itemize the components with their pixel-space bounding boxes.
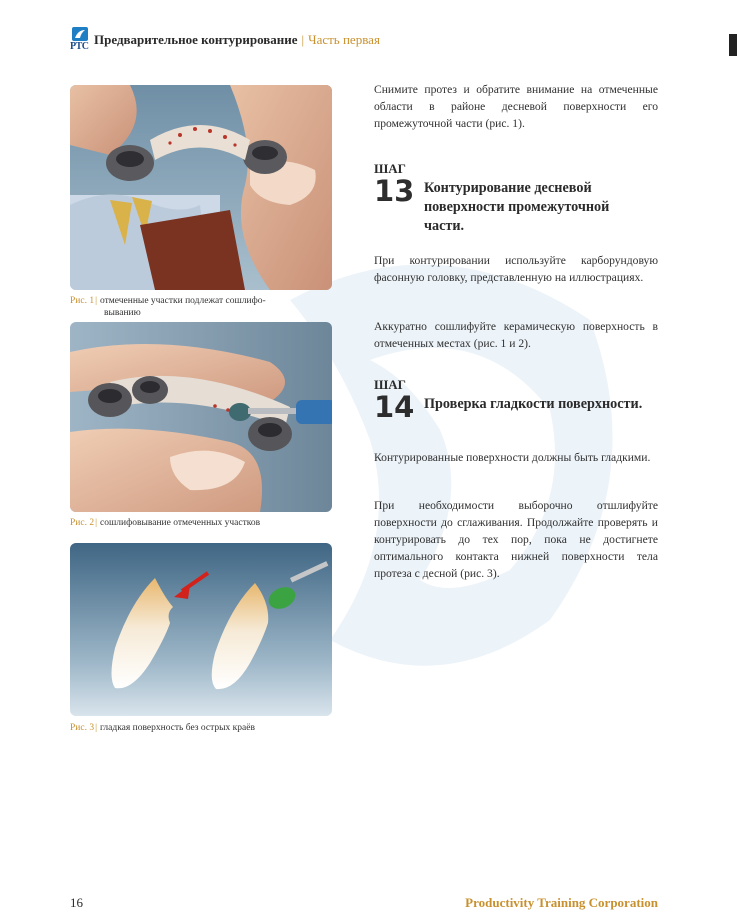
step-14-title: Проверка гладкости поверхности. [424, 396, 643, 412]
figure-3-illustration [70, 543, 332, 716]
step-14-paragraph-2: При необходимости выборочно отшлифуйте поверхности до сглаживания. Продолжайте проверять и контурировать до тех пор, пока не достигнете оптимального контакта нижней поверхности тела протеза с десной (рис. 3). [374, 499, 658, 580]
header-separator: | [301, 32, 305, 47]
header-title: Предварительное контурирование [94, 32, 298, 47]
header-part: Часть первая [308, 32, 380, 47]
step-13-paragraph-2: Аккуратно сошлифуйте керамическую поверхность в отмеченных местах (рис. 1 и 2). [374, 320, 658, 350]
page-header [70, 26, 380, 54]
figure-2-caption: Рис. 2| сошлифовывание отмеченных участков [70, 518, 261, 528]
figure-1-photo [70, 85, 332, 290]
page-number: 16 [70, 895, 83, 910]
footer-organization: Productivity Training Corporation [465, 895, 658, 910]
step-13-number: 13 [374, 174, 415, 208]
step-14-label: ШАГ [374, 377, 406, 392]
figure-1-number: Рис. 1 [70, 296, 95, 306]
figure-2-number: Рис. 2 [70, 518, 95, 528]
step-13-label: ШАГ [374, 161, 406, 176]
figure-1-caption-text: отмеченные участки подлежат сошлифо- [100, 296, 266, 306]
figure-2-caption-text: сошлифовывание отмеченных участков [100, 518, 261, 528]
page-edge-marker [729, 34, 737, 56]
step-13-paragraph-1: При контурировании используйте карборундовую фасонную головку, представленную на иллюстрациях. [374, 254, 658, 284]
figure-2-photo [70, 322, 332, 512]
step-14-number: 14 [374, 390, 415, 424]
step-13 [374, 161, 664, 236]
ptc-logo [70, 27, 90, 53]
figure-3-caption-text: гладкая поверхность без острых краёв [100, 723, 255, 733]
intro-paragraph: Снимите протез и обратите внимание на отмеченные области в районе десневой поверхности его промежуточной части (рис. 1). [374, 83, 658, 130]
figure-1-caption-cont: выванию [104, 308, 141, 318]
step-13-title: Контурирование десневой поверхности промежуточной части. [424, 180, 610, 234]
step-14-paragraph-1: Контурированные поверхности должны быть гладкими. [374, 451, 651, 464]
step-14 [374, 377, 664, 422]
figure-3-caption: Рис. 3| гладкая поверхность без острых краёв [70, 723, 255, 733]
figure-1-caption: Рис. 1| отмеченные участки подлежат сошлифо- выванию [70, 295, 332, 319]
logo-text: PTC [70, 41, 89, 52]
figure-3-number: Рис. 3 [70, 723, 95, 733]
